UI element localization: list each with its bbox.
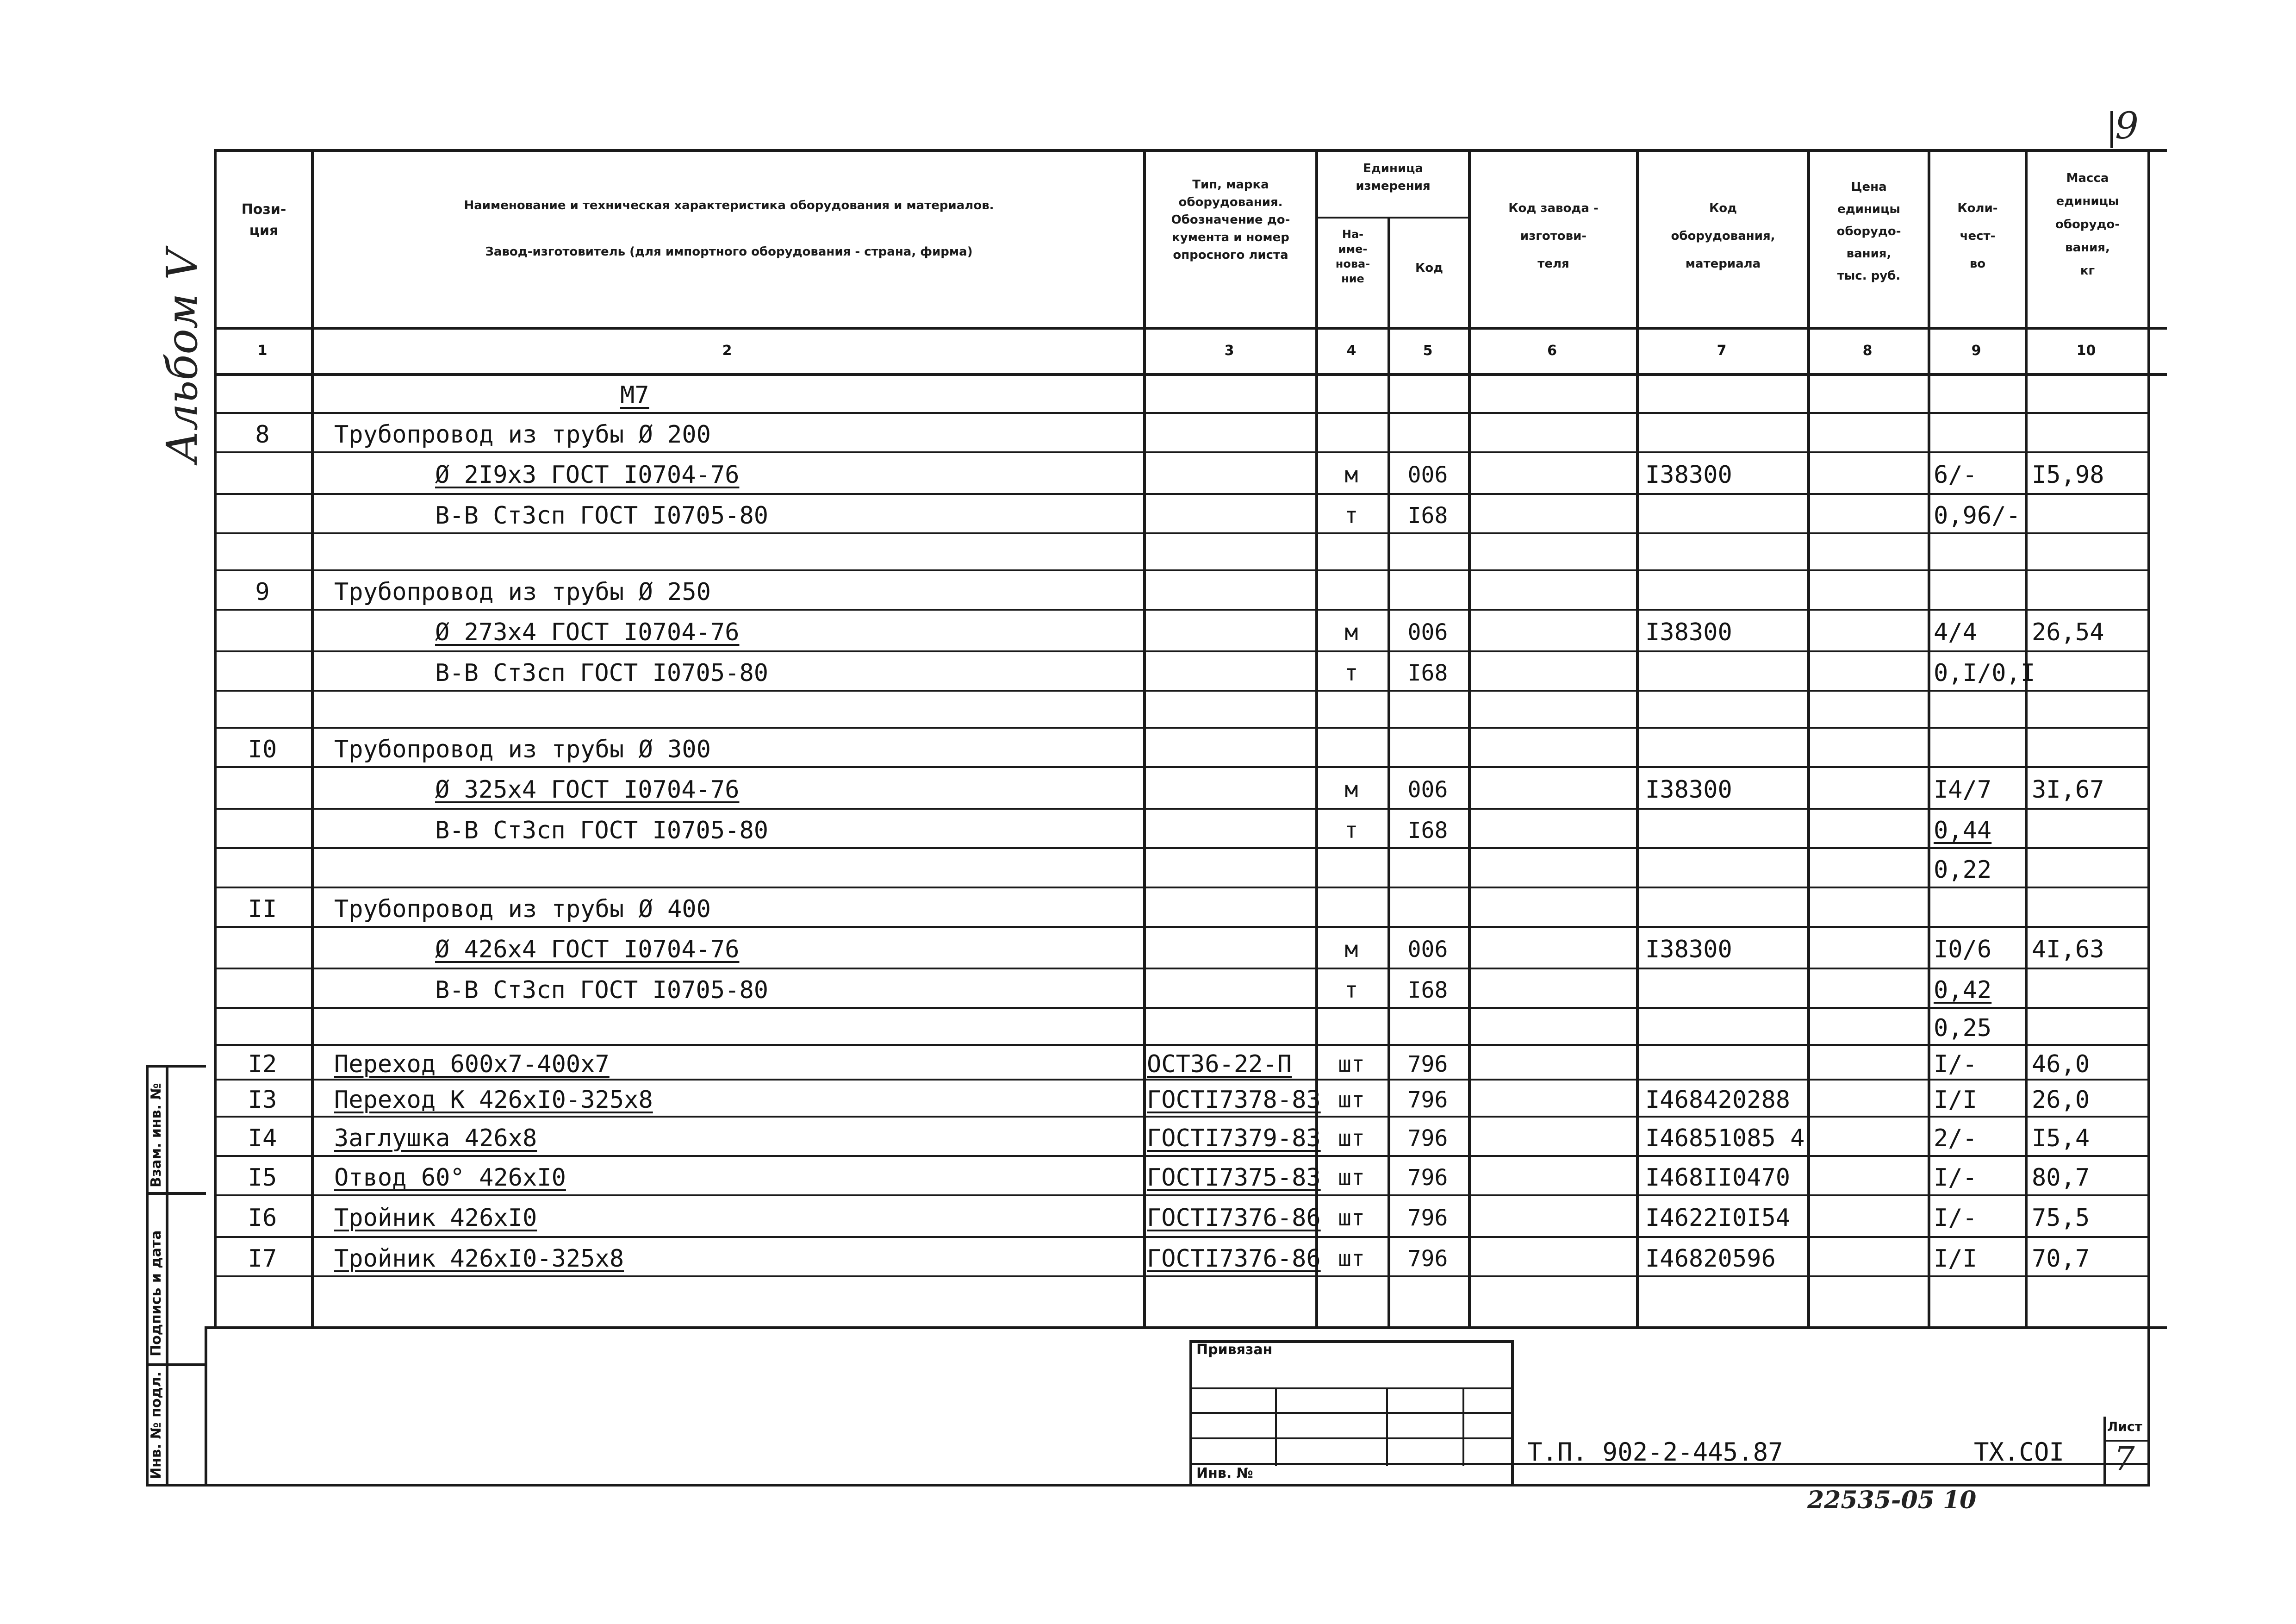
cell-code: 796 (1407, 1245, 1448, 1272)
cell-name: Заглушка 426х8 (334, 1124, 537, 1152)
cell-code: 006 (1407, 462, 1448, 488)
cell-mass: 26,0 (2032, 1086, 2090, 1114)
cell-qty: I/- (1934, 1204, 1977, 1232)
cell-unit: т (1344, 817, 1358, 843)
table-top-border (214, 149, 2167, 152)
cell-mass: 26,54 (2032, 618, 2104, 646)
stamp-divider (1462, 1387, 1464, 1466)
cell-unit: шт (1338, 1205, 1365, 1231)
document-code: Т.П. 902-2-445.87 (1527, 1437, 1783, 1467)
cell-name: Тройник 426хI0 (334, 1204, 537, 1232)
cell-type: ГОСТI7376-86 (1147, 1204, 1321, 1232)
cell-mass: 46,0 (2032, 1050, 2090, 1078)
cell-name: Трубопровод из трубы Ø 200 (334, 420, 711, 449)
cell-matcode: I46820596 (1645, 1244, 1776, 1273)
cell-qty: 0,44 (1934, 816, 1992, 844)
stamp-divider (1386, 1387, 1388, 1466)
cell-matcode: I38300 (1645, 461, 1732, 489)
table-bottom-border (205, 1326, 2167, 1329)
cell-qty: 0,96/- (1934, 501, 2021, 530)
cell-pos: II (248, 895, 277, 923)
unit-subheader-border (1315, 217, 1468, 219)
row-divider (214, 1275, 2147, 1277)
stamp-divider (1275, 1387, 1277, 1466)
side-stamp-line (146, 1363, 206, 1366)
colnum-3: 3 (1224, 343, 1234, 359)
cell-name: Трубопровод из трубы Ø 300 (334, 735, 711, 763)
col-divider (2147, 149, 2150, 1326)
cell-qty: 2/- (1934, 1124, 1977, 1152)
frame-left-border (205, 1326, 207, 1484)
cell-name: Ø 273х4 ГОСТ I0704-76 (435, 618, 740, 646)
cell-pos: I2 (248, 1050, 277, 1078)
cell-name: Трубопровод из трубы Ø 400 (334, 895, 711, 923)
cell-unit: шт (1338, 1245, 1365, 1272)
header-unit: Единица измерения (1356, 162, 1431, 193)
header-material-code: Код оборудования, материала (1671, 201, 1775, 271)
cell-pos: I5 (248, 1163, 277, 1192)
cell-name: Ø 2I9х3 ГОСТ I0704-76 (435, 461, 740, 489)
cell-qty: 0,42 (1934, 976, 1992, 1004)
cell-name: Переход 600х7-400х7 (334, 1050, 610, 1078)
cell-pos: I3 (248, 1086, 277, 1114)
cell-name: Ø 325х4 ГОСТ I0704-76 (435, 776, 740, 804)
cell-code: 796 (1407, 1087, 1448, 1113)
col-divider (1928, 149, 1930, 1326)
cell-pos: I0 (248, 735, 277, 763)
header-unit-code: Код (1415, 261, 1444, 275)
header-plant-code: Код завода - изготови- теля (1508, 201, 1599, 271)
cell-code: 006 (1407, 937, 1448, 962)
cell-qty: I/I (1934, 1086, 1977, 1114)
cell-qty: I4/7 (1934, 776, 1992, 804)
sheet-label: Лист (2107, 1419, 2142, 1434)
row-divider (214, 766, 2147, 768)
col-divider (311, 149, 314, 1326)
side-stamp-line (146, 1192, 206, 1195)
col-divider (1468, 149, 1471, 1326)
row-divider (214, 847, 2147, 849)
cell-mass: 3I,67 (2032, 776, 2104, 804)
cell-code: 796 (1407, 1205, 1448, 1231)
header-quantity: Коли- чест- во (1957, 201, 1998, 271)
cell-mass: 75,5 (2032, 1204, 2090, 1232)
row-divider (214, 412, 2147, 414)
stamp-right-border (1511, 1340, 1514, 1484)
cell-name: Отвод 60° 426хI0 (334, 1163, 566, 1192)
row-divider (214, 569, 2147, 571)
colnum-bottom-border (214, 373, 2167, 376)
corner-tick (2110, 149, 2166, 151)
footer-number: 22535-05 10 (1807, 1486, 1977, 1514)
side-stamp-border (166, 1065, 168, 1484)
cell-unit: т (1344, 502, 1358, 529)
cell-code: I68 (1407, 502, 1448, 529)
colnum-2: 2 (722, 343, 732, 359)
cell-unit: м (1344, 937, 1358, 962)
cell-qty: 0,22 (1934, 856, 1992, 884)
header-price: Цена единицы оборудо- вания, тыс. руб. (1836, 180, 1901, 283)
cell-mass: 80,7 (2032, 1163, 2090, 1192)
cell-matcode: I38300 (1645, 618, 1732, 646)
cell-code: I68 (1407, 660, 1448, 686)
col-divider (1636, 149, 1639, 1326)
col-divider (2025, 149, 2028, 1326)
cell-qty: I/I (1934, 1244, 1977, 1273)
side-stamp-sign-date: Подпись и дата (148, 1230, 164, 1356)
colnum-8: 8 (1862, 343, 1873, 359)
row-divider (214, 451, 2147, 453)
page-corner-number: 9 (2115, 104, 2139, 147)
cell-matcode: I468II0470 (1645, 1163, 1791, 1192)
cell-code: 796 (1407, 1125, 1448, 1151)
row-divider (214, 1116, 2147, 1118)
header-name-line1: Наименование и техническая характеристика оборудования и материалов. (464, 199, 994, 212)
colnum-6: 6 (1547, 343, 1557, 359)
cell-name: Трубопровод из трубы Ø 250 (334, 578, 711, 606)
cell-mass: 70,7 (2032, 1244, 2090, 1273)
side-stamp-line (146, 1484, 206, 1487)
cell-qty: I/- (1934, 1050, 1977, 1078)
cell-code: 006 (1407, 619, 1448, 645)
cell-unit: м (1344, 462, 1358, 488)
row-divider (214, 690, 2147, 692)
cell-code: 796 (1407, 1164, 1448, 1191)
colnum-1: 1 (257, 343, 268, 359)
cell-matcode: I46851085 4 (1645, 1124, 1805, 1152)
row-divider (214, 532, 2147, 534)
row-divider (214, 609, 2147, 611)
cell-matcode: I4622I0I54 (1645, 1204, 1791, 1232)
header-type: Тип, марка оборудования. Обозначение до- кумента и номер опросного листа (1171, 178, 1290, 262)
cell-code: 796 (1407, 1051, 1448, 1077)
row-divider (214, 887, 2147, 888)
row-divider (214, 1194, 2147, 1196)
side-stamp-inv-orig: Инв. № подл. (148, 1371, 164, 1479)
cell-code: I68 (1407, 977, 1448, 1003)
cell-name: В-В Ст3сп ГОСТ I0705-80 (435, 976, 769, 1004)
header-unit-name: На- име- нова- ние (1335, 228, 1370, 285)
row-divider (214, 1044, 2147, 1046)
stamp-attached-label: Привязан (1196, 1342, 1273, 1358)
side-stamp-line (146, 1065, 206, 1068)
row-divider (214, 1236, 2147, 1238)
cell-pos: 9 (255, 578, 270, 606)
cell-qty: 4/4 (1934, 618, 1977, 646)
cell-qty: 0,25 (1934, 1014, 1992, 1042)
row-divider (214, 1007, 2147, 1009)
cell-matcode: I468420288 (1645, 1086, 1791, 1114)
cell-name: Тройник 426хI0-325х8 (334, 1244, 624, 1273)
col-divider (1807, 149, 1810, 1326)
cell-pos: 8 (255, 420, 270, 449)
cell-name: В-В Ст3сп ГОСТ I0705-80 (435, 816, 769, 844)
cell-type: ОСТ36-22-П (1147, 1050, 1292, 1078)
cell-unit: м (1344, 619, 1358, 645)
cell-mass: I5,98 (2032, 461, 2104, 489)
cell-code: 006 (1407, 777, 1448, 803)
header-name-line2: Завод-изготовитель (для импортного оборудования - страна, фирма) (485, 245, 973, 259)
cell-type: ГОСТI7376-86 (1147, 1244, 1321, 1273)
colnum-10: 10 (2076, 343, 2096, 359)
cell-qty: I/- (1934, 1163, 1977, 1192)
cell-type: ГОСТI7375-83 (1147, 1163, 1321, 1192)
cell-type: ГОСТI7379-83 (1147, 1124, 1321, 1152)
cell-pos: I6 (248, 1204, 277, 1232)
row-divider (214, 808, 2147, 810)
cell-name: В-В Ст3сп ГОСТ I0705-80 (435, 659, 769, 687)
header-mass: Масса единицы оборудо- вания, кг (2055, 171, 2120, 278)
album-label: Альбом V (157, 249, 207, 463)
sheet-number: 7 (2114, 1440, 2135, 1478)
cell-name: Ø 426х4 ГОСТ I0704-76 (435, 936, 740, 963)
sheet-code: ТХ.СОI (1974, 1437, 2065, 1467)
cell-name: М7 (620, 381, 649, 409)
cell-matcode: I38300 (1645, 936, 1732, 963)
cell-unit: шт (1338, 1087, 1365, 1113)
row-divider (214, 650, 2147, 652)
cell-pos: I7 (248, 1244, 277, 1273)
row-divider (214, 968, 2147, 969)
row-divider (214, 926, 2147, 928)
cell-qty: I0/6 (1934, 936, 1992, 963)
cell-unit: шт (1338, 1051, 1365, 1077)
corner-tick (2110, 111, 2113, 148)
colnum-5: 5 (1423, 343, 1433, 359)
cell-type: ГОСТI7378-83 (1147, 1086, 1321, 1114)
col-divider (1388, 217, 1390, 1326)
cell-mass: I5,4 (2032, 1124, 2090, 1152)
row-divider (214, 727, 2147, 729)
cell-name: В-В Ст3сп ГОСТ I0705-80 (435, 501, 769, 530)
row-divider (214, 1155, 2147, 1157)
cell-mass: 4I,63 (2032, 936, 2104, 963)
stamp-inv-label: Инв. № (1196, 1465, 1253, 1481)
colnum-7: 7 (1717, 343, 1727, 359)
row-divider (214, 493, 2147, 495)
colnum-4: 4 (1346, 343, 1356, 359)
cell-unit: шт (1338, 1164, 1365, 1191)
colnum-9: 9 (1971, 343, 1981, 359)
header-position: Пози- ция (241, 201, 286, 239)
cell-unit: т (1344, 977, 1358, 1003)
row-divider (214, 1079, 2147, 1081)
side-stamp-replace-inv: Взам. инв. № (148, 1083, 164, 1187)
cell-code: I68 (1407, 817, 1448, 843)
cell-matcode: I38300 (1645, 776, 1732, 804)
cell-qty: 0,I/0,I (1934, 659, 2035, 687)
cell-name: Переход К 426хI0-325х8 (334, 1086, 653, 1114)
cell-qty: 6/- (1934, 461, 1977, 489)
cell-unit: т (1344, 660, 1358, 686)
sheet-cell-border (2103, 1417, 2106, 1484)
frame-right-border (2147, 1326, 2150, 1484)
cell-unit: шт (1338, 1125, 1365, 1151)
cell-pos: I4 (248, 1124, 277, 1152)
cell-unit: м (1344, 777, 1358, 803)
